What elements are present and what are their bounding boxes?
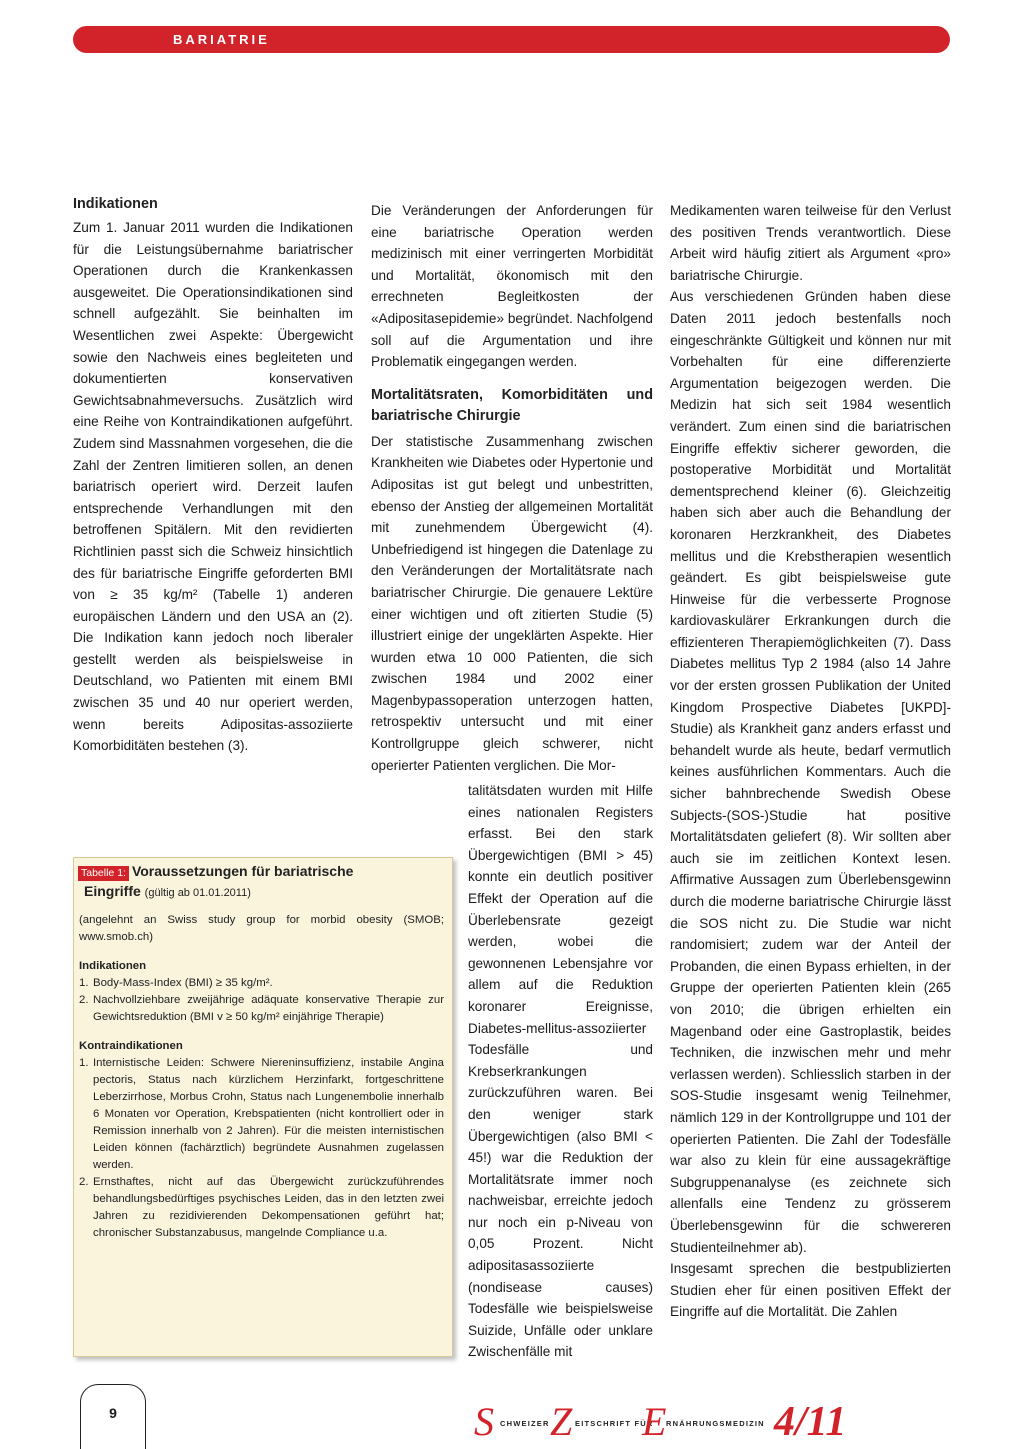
journal-logo xyxy=(474,1398,954,1448)
indications-heading: Indikationen xyxy=(79,960,147,972)
table-title: Voraussetzungen für bariatrische xyxy=(131,863,354,879)
page-number-tab xyxy=(80,1384,146,1449)
table-title-line2 xyxy=(78,882,446,902)
list-item xyxy=(79,1055,444,1174)
list-text: Nachvollziehbare zweijährige adäquate konservative Therapie zur Gewichtsreduktion (BMI v ≥ 50 kg/m² einjährige Therapie) xyxy=(93,994,444,1023)
list-number: 2. xyxy=(79,1176,89,1188)
column-middle xyxy=(371,200,653,776)
journal-word-ernaehrungsmedizin: RNÄHRUNGSMEDIZIN xyxy=(666,1419,765,1428)
contraindications-heading: Kontraindikationen xyxy=(79,1040,183,1052)
journal-issue: 4/11 xyxy=(774,1399,847,1445)
table-validity: (gültig ab 01.01.2011) xyxy=(144,887,251,899)
table-title-eingriffe: Eingriffe xyxy=(84,883,141,899)
column-left xyxy=(73,194,353,757)
list-number: 2. xyxy=(79,994,89,1006)
column-middle-narrow xyxy=(468,780,653,1363)
list-number: 1. xyxy=(79,977,89,989)
table-body xyxy=(74,902,452,1242)
section-label: BARIATRIE xyxy=(173,32,270,47)
list-text: Ernsthaftes, nicht auf das Übergewicht zurückzuführendes behandlungsbedürftiges psychisches Leiden, das in den letzten zwei Jahren zu rezidivierenden Dekompensationen geführt hat; chronischer Substanzabusus, mangelnde Compliance u.a. xyxy=(93,1176,444,1239)
indications-list xyxy=(79,975,444,1026)
paragraph: Insgesamt sprechen die bestpublizierten Studien eher für einen positiven Effekt der Eingriffe auf die Mortalität. Die Zahlen xyxy=(670,1261,951,1320)
table-1-box xyxy=(73,857,453,1357)
page-number: 9 xyxy=(109,1405,117,1421)
column-right xyxy=(670,200,951,1323)
list-number: 1. xyxy=(79,1057,89,1069)
list-item xyxy=(79,975,444,992)
paragraph: Zum 1. Januar 2011 wurden die Indikationen für die Leistungsübernahme bariatrischer Operationen durch die Krankenkassen ausgeweitet. Die Operationsindikationen sind schnell aufgezählt. Sie beinhalten im Wesentlichen zwei Aspekte: Übergewicht sowie den Nachweis eines begleiteten und dokumentierten konservativen Gewichtsabnahmeversuchs. Zusätzlich wird eine Reihe von Kontraindikationen aufgeführt. Zudem sind Massnahmen vorgesehen, die die Zahl der Zentren limitieren sollen, an denen bariatrisch operiert wird. Derzeit laufen entsprechende Verhandlungen mit den betroffenen Spitälern. Mit den revidierten Richtlinien passt sich die Schweiz hinsichtlich des für bariatrische Eingriffe geforderten BMI von ≥ 35 kg/m² (Tabelle 1) anderen europäischen Ländern und den USA an (2). Die Indikation kann jedoch noch liberaler gestellt werden als beispielsweise in Deutschland, wo Patienten mit einem BMI zwischen 35 und 40 nur operiert werden, wenn bereits Adipositas-assoziierte Komorbiditäten bestehen (3). xyxy=(73,220,353,754)
list-text: Internistische Leiden: Schwere Niereninsuffizienz, instabile Angina pectoris, Status nach kürzlichem Herzinfarkt, fortgeschrittene Leberzirrhose, Morbus Crohn, Status nach Lungenembolie innerhalb 6 Monaten vor Operation, Krebspatienten (nicht kontrolliert oder in Remission innerhalb von 2 Jahren). Für die meisten internistischen Leiden können (fachärztlich) begründete Ausnahmen zugelassen werden. xyxy=(93,1057,444,1171)
paragraph: talitätsdaten wurden mit Hilfe eines nationalen Registers erfasst. Bei den stark Übergewichtigen (BMI > 45) konnte ein deutlich positiver Effekt der Operation auf die Überlebensrate gezeigt werden, wobei die gewonnenen Lebensjahre vor allem auf die Reduktion koronarer Ereignisse, Diabetes-mellitus-assoziierter Todesfälle und Krebserkrankungen zurückzuführen waren. Bei den weniger stark Übergewichtigen (also BMI < 45!) war die Reduktion der Mortalitätsrate immer noch nachweisbar, erreichte jedoch nur noch ein p-Niveau von 0,05 Prozent. Nicht adipositasassoziierte (nondisease causes) Todesfälle wie beispielsweise Suizide, Unfälle oder unklare Zwischenfälle mit xyxy=(468,783,653,1360)
list-item xyxy=(79,1174,444,1242)
paragraph: Der statistische Zusammenhang zwischen Krankheiten wie Diabetes oder Hypertonie und Adipositas ist gut belegt und unbestritten, ebenso der Anstieg der allgemeinen Mortalität mit zunehmendem Übergewicht (4). Unbefriedigend ist hingegen die Datenlage zu den Veränderungen der Mortalitätsrate nach bariatrischer Chirurgie. Die genauere Lektüre einer wichtigen und oft zitierten Studie (5) illustriert einige der ungeklärten Aspekte. Hier wurden etwa 10 000 Patienten, die sich zwischen 1984 und 2002 einer Magenbypassoperation unterzogen hatten, retrospektiv untersucht und mit einer Kontrollgruppe gleich schwerer, nicht operierter Patienten verglichen. Die Mor- xyxy=(371,433,653,773)
paragraph: Aus verschiedenen Gründen haben diese Daten 2011 jedoch bestenfalls noch eingeschränkte Gültigkeit und können nur mit Vorbehalten für eine differenzierte Argumentation beigezogen werden. Die Medizin hat sich seit 1984 wesentlich verändert. Zum einen sind die bariatrischen Eingriffe effektiv sicherer geworden, die postoperative Morbidität und Mortalität dementsprechend kleiner (6). Gleichzeitig haben sich aber auch die Behandlung der koronaren Herzkrankheit, des Diabetes mellitus und die Krebstherapien wesentlich geändert. Es gibt beispielsweise gute Hinweise für die verbesserte Prognose kardiovaskulärer Erkrankungen durch die effizienteren Therapiemöglichkeiten (7). Dass Diabetes mellitus Typ 2 1984 (also 14 Jahre vor der ersten grossen Publikation der United Kingdom Prospective Diabetes [UKPD]-Studie) als Krankheit ganz anders erfasst und behandelt wurde als heute, bedarf vermutlich keines ausführlichen Kommentars. Auch die sicher bahnbrechende Swedish Obese Subjects-(SOS-)Studie hat positive Mortalitätsdaten geliefert (8). Wir sollten aber auch sie im zeitlichen Kontext lesen. Affirmative Aussagen zum Überlebensgewinn durch die moderne bariatrische Chirurgie lässt die SOS nicht zu. Die Studie war nicht randomisiert; zudem war der Anteil der Probanden, die einen Bypass erhielten, in der Gruppe der operierten Patienten klein (265 von 2010; die übrigen erhielten ein Magenband oder eine Gastroplastik, beides Techniken, die inzwischen mehr und mehr verlassen werden). Schliesslich starben in der SOS-Studie insgesamt wenig Teilnehmer, nämlich 129 in der Kontrollgruppe und 101 der operierten Patienten. Die Zahl der Todesfälle war also zu klein für eine aussagekräftige Subgruppenanalyse (es zeichnete sich allenfalls eine Tendenz zu grösserem Überlebensgewinn für die schwereren Studienteilnehmer ab). xyxy=(670,289,951,1255)
table-tag: Tabelle 1: xyxy=(78,866,129,881)
table-source: (angelehnt an Swiss study group for morbid obesity (SMOB; www.smob.ch) xyxy=(79,914,444,943)
heading-indikationen: Indikationen xyxy=(73,196,158,212)
journal-letter-e: E xyxy=(642,1399,667,1444)
list-item xyxy=(79,992,444,1026)
paragraph: Die Veränderungen der Anforderungen für eine bariatrische Operation werden medizinisch mit einer verringerten Morbidität und Mortalität, ökonomisch mit den errechneten Begleitkosten der «Adipositasepidemie» begründet. Nachfolgend soll auf die Argumentation und ihre Problematik eingegangen werden. xyxy=(371,203,653,370)
table-header xyxy=(74,858,452,902)
contraindications-list xyxy=(79,1055,444,1242)
journal-word-zeitschrift: EITSCHRIFT FÜR xyxy=(575,1419,654,1428)
journal-word-schweizer: CHWEIZER xyxy=(500,1419,550,1428)
heading-mortalitaetsraten: Mortalitätsraten, Komorbiditäten und bariatrische Chirurgie xyxy=(371,386,653,424)
paragraph: Medikamenten waren teilweise für den Verlust des positiven Trends verantwortlich. Diese Arbeit wird häufig zitiert als Argument «pro» bariatrische Chirurgie. xyxy=(670,203,951,283)
section-header-bar xyxy=(73,26,950,53)
journal-letter-s: S xyxy=(474,1399,494,1444)
journal-letter-z: Z xyxy=(550,1399,573,1444)
list-text: Body-Mass-Index (BMI) ≥ 35 kg/m². xyxy=(93,977,273,989)
